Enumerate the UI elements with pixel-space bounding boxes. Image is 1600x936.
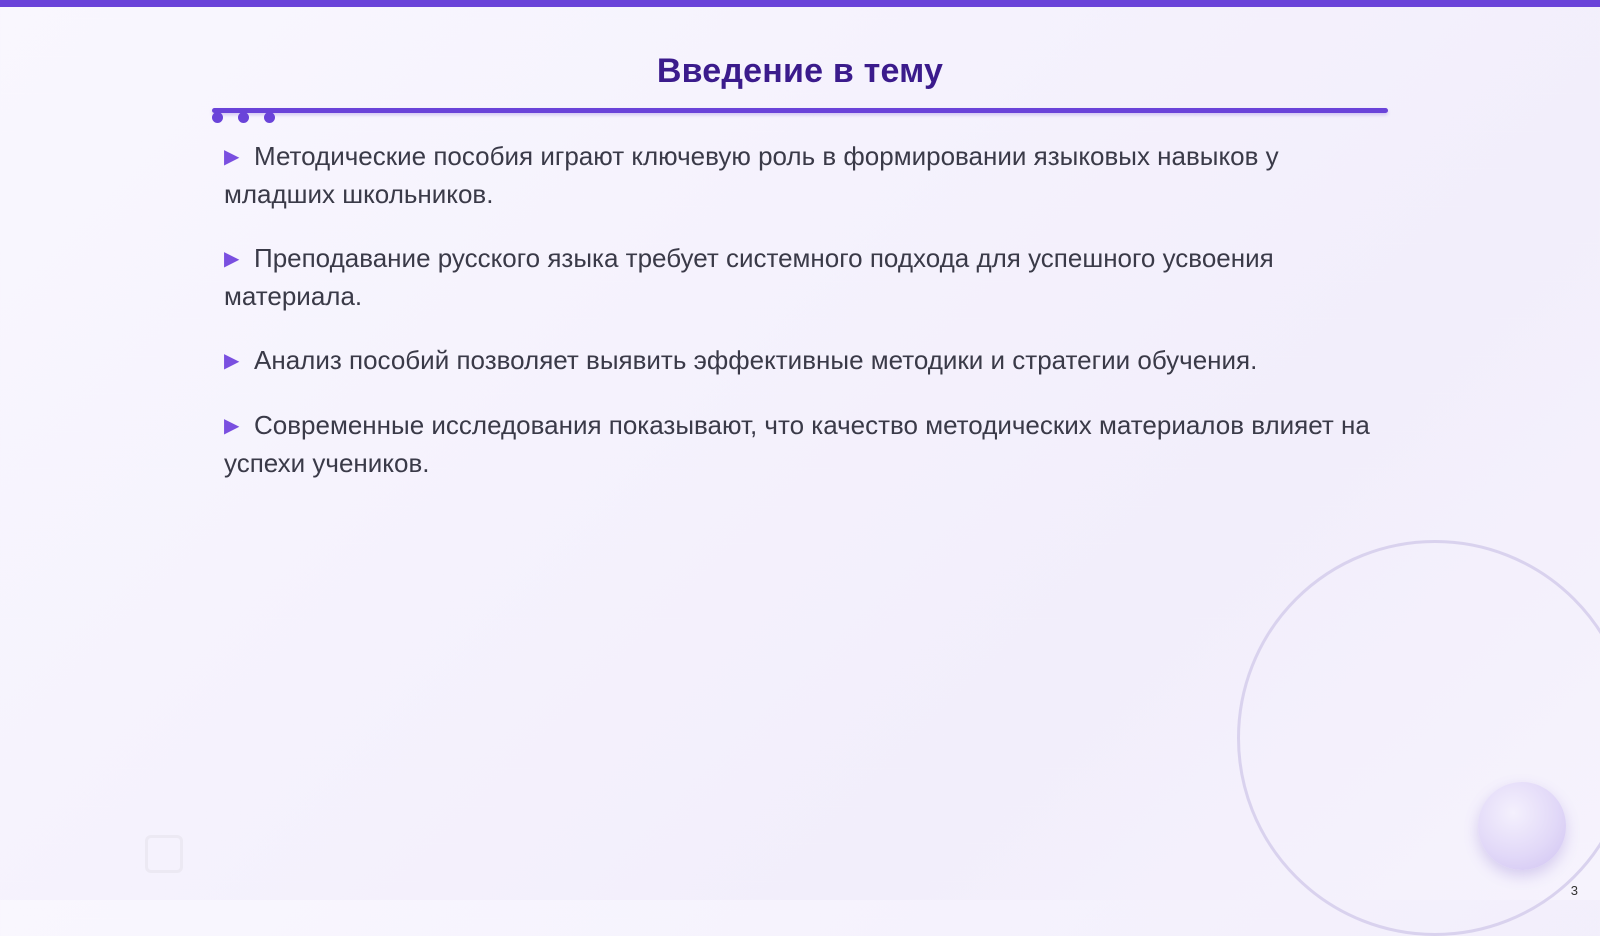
bullet-text: Современные исследования показывают, что качество методических материалов влияет на успехи учеников. [224, 410, 1370, 478]
bullet-text: Методические пособия играют ключевую роль в формировании языковых навыков у младших школьников. [224, 141, 1279, 209]
bullet-item [224, 240, 1374, 315]
triangle-bullet-icon: ▶ [224, 146, 240, 168]
title-underline [212, 108, 1388, 113]
decorative-sphere [1478, 782, 1566, 870]
bullet-text: Преподавание русского языка требует системного подхода для успешного усвоения материала. [224, 243, 1274, 311]
triangle-bullet-icon: ▶ [224, 248, 240, 270]
bullet-item [224, 342, 1374, 380]
decorative-ring [1237, 540, 1600, 936]
bullet-item [224, 407, 1374, 482]
slide-title: Введение в тему [656, 52, 944, 90]
triangle-bullet-icon: ▶ [224, 415, 240, 437]
decor-dot-2 [238, 112, 249, 123]
triangle-bullet-icon: ▶ [224, 350, 240, 372]
decorative-square [145, 835, 183, 873]
top-accent-bar [0, 0, 1600, 7]
page-number: 3 [1570, 883, 1578, 898]
decor-dot-1 [212, 112, 223, 123]
bullet-text: Анализ пособий позволяет выявить эффективные методики и стратегии обучения. [254, 345, 1258, 375]
bullet-list [224, 138, 1374, 509]
bullet-item [224, 138, 1374, 213]
decor-dot-3 [264, 112, 275, 123]
